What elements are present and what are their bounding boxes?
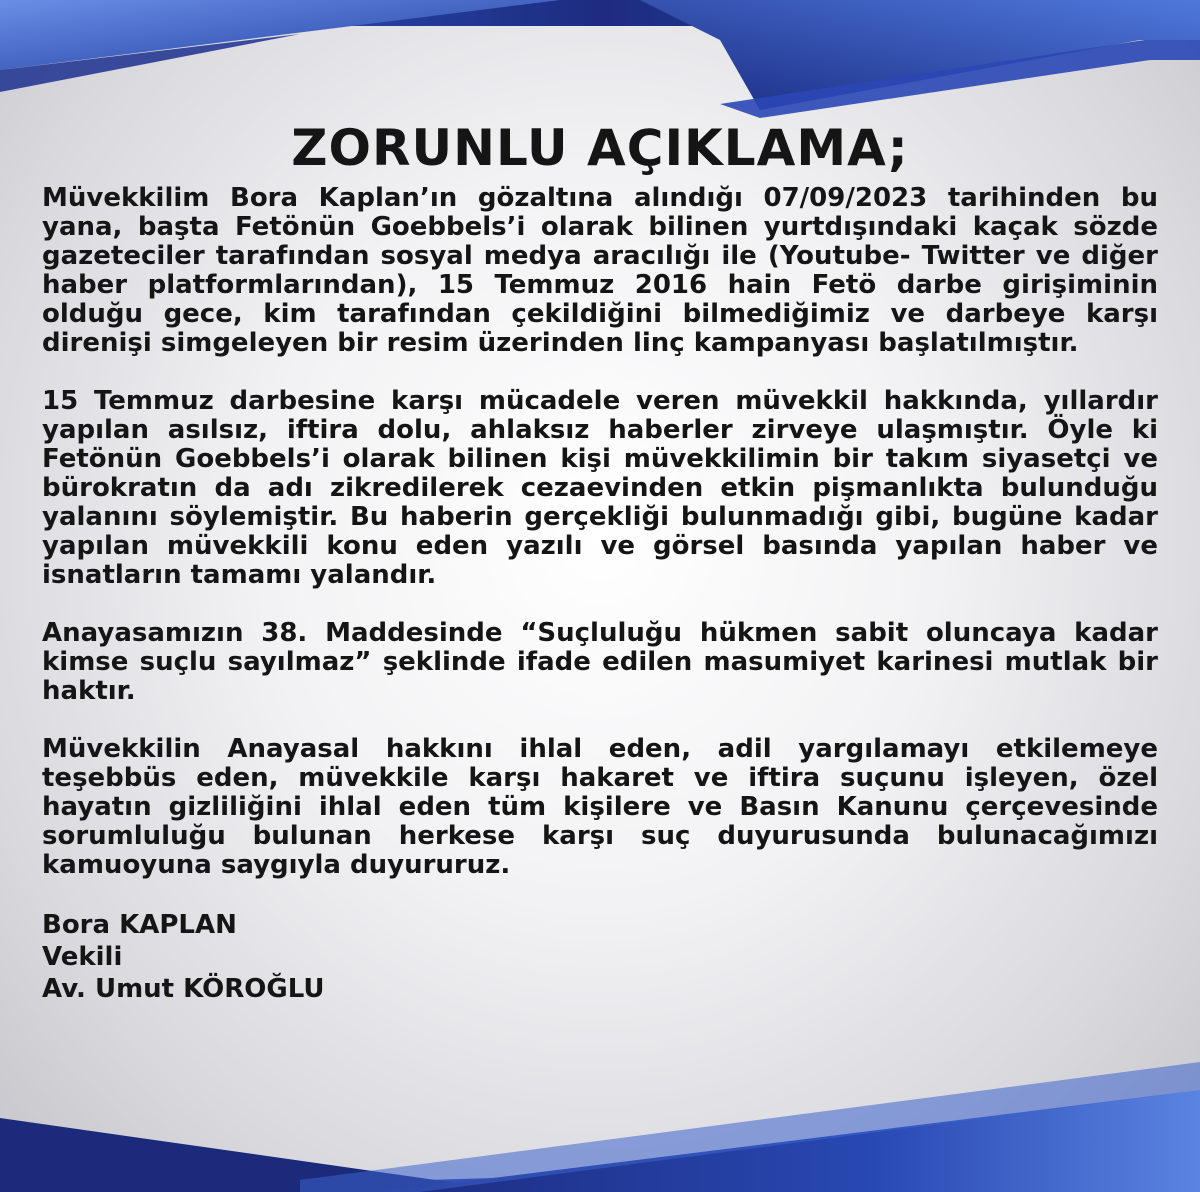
announcement [42, 118, 1158, 1005]
paragraph-3: Anayasamızın 38. Maddesinde “Suçluluğu hükmen sabit oluncaya kadar kimse suçlu sayılmaz” şeklinde ifade edilen masumiyet karinesi mutlak bir haktır. [42, 618, 1158, 706]
signature-block [42, 909, 1158, 1005]
signature-role: Vekili [42, 942, 123, 972]
top-left-wedge [0, 0, 560, 70]
paragraph-4: Müvekkilin Anayasal hakkını ihlal eden, adil yargılamayı etkilemeye teşebbüs eden, müvekkile karşı hakaret ve iftira suçunu işleyen, özel hayatın gizliliğini ihlal eden tüm kişilere ve Basın Kanunu çerçevesinde sorumluluğu bulunan herkese karşı suç duyurusunda bulunacağımızı kamuoyuna saygıyla duyururuz. [42, 734, 1158, 880]
page-title: ZORUNLU AÇIKLAMA; [291, 119, 909, 177]
signature-lawyer-name: Av. Umut KÖROĞLU [42, 974, 325, 1004]
paragraph-1: Müvekkilim Bora Kaplan’ın gözaltına alındığı 07/09/2023 tarihinden bu yana, başta Fetönün Goebbels’i olarak bilinen yurtdışındaki kaçak sözde gazeteciler tarafından sosyal medya aracılığı ile (Youtube- Twitter ve diğer haber platformlarından), 15 Temmuz 2016 hain Fetö darbe girişiminin olduğu gece, kim tarafından çekildiğini bilmediğimiz ve darbeye karşı direnişi simgeleyen bir resim üzerinden linç kampanyası başlatılmıştır. [42, 183, 1158, 358]
signature-client-name: Bora KAPLAN [42, 910, 237, 940]
paragraph-2: 15 Temmuz darbesine karşı mücadele veren müvekkil hakkında, yıllardır yapılan asılsız, iftira dolu, ahlaksız haberler zirveye ulaşmıştır. Öyle ki Fetönün Goebbels’i olarak bilinen kişi müvekkilimin bir takım siyasetçi ve bürokratın da adı zikredilerek cezaevinden etkin pişmanlıkta bulunduğu yalanını söylemiştir. Bu haberin gerçekliği bulunmadığı gibi, bugüne kadar yapılan müvekkili konu eden yazılı ve görsel basında yapılan haber ve isnatların tamamı yalandır. [42, 386, 1158, 590]
